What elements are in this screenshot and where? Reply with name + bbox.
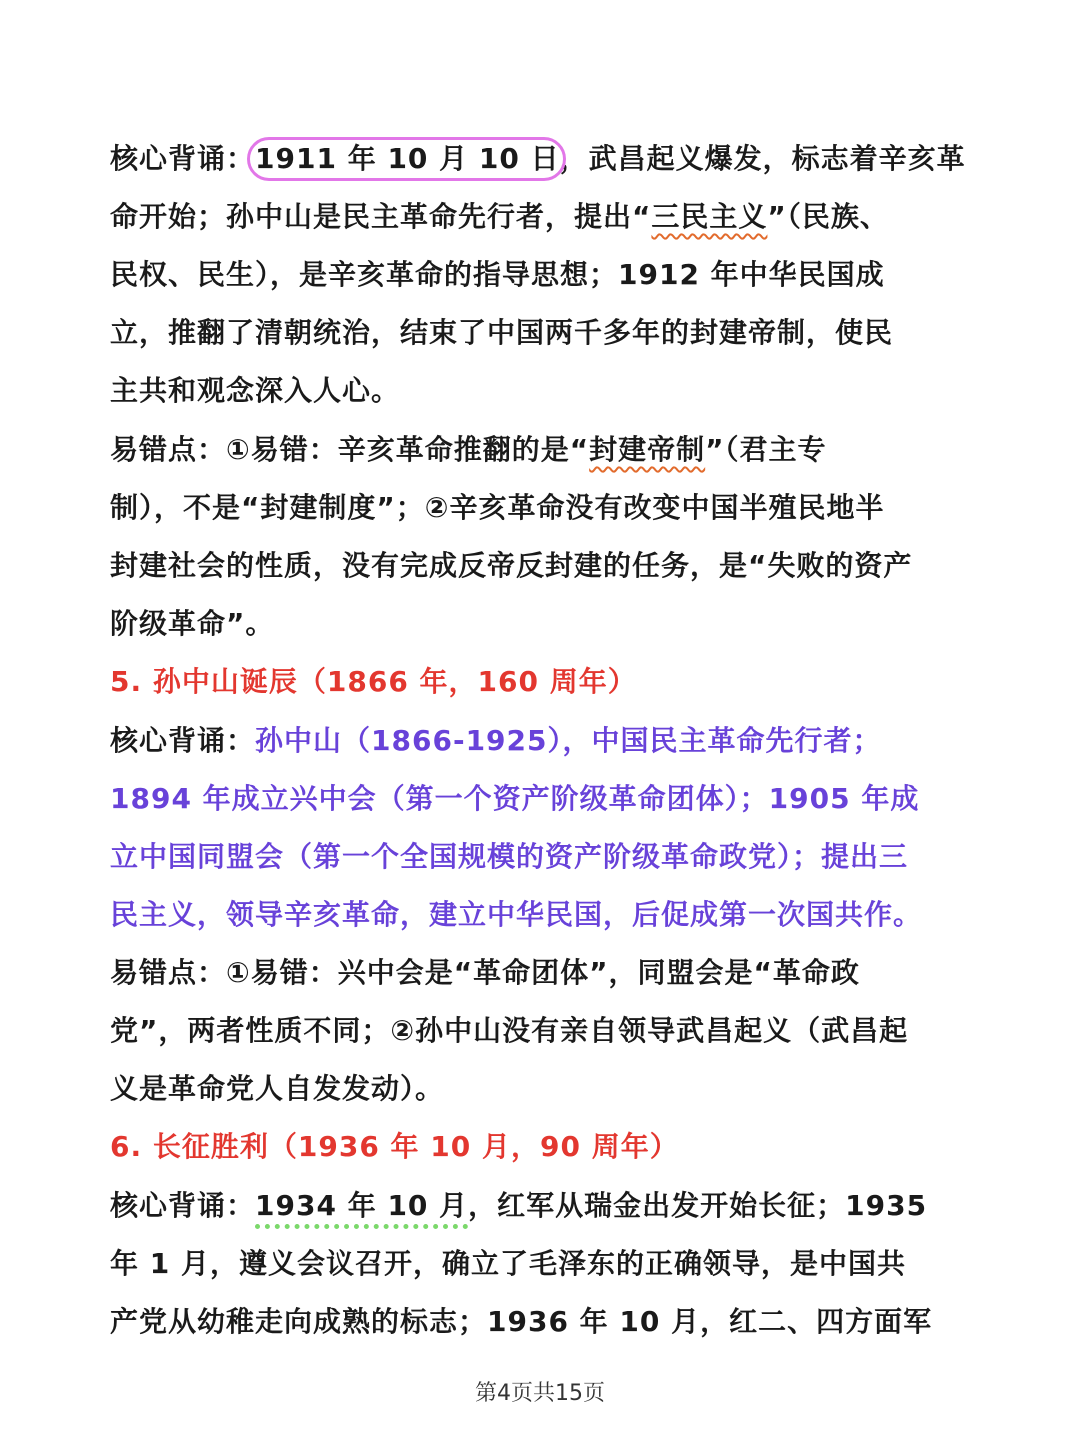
text-segment: ，武昌起义爆发，标志着辛亥革 (559, 142, 966, 175)
highlighted-text: 孙中山（1866-1925），中国民主革命先行者； (255, 724, 882, 757)
wavy-underlined-term: 封建帝制 (589, 433, 706, 466)
text-line: 主共和观念深入人心。 (110, 374, 401, 407)
circled-date: 1911 年 10 月 10 日 (255, 130, 560, 188)
dotted-underlined-date: 1934 年 10 月 (255, 1189, 469, 1222)
highlighted-text-line: 1894 年成立兴中会（第一个资产阶级革命团体）；1905 年成 (110, 782, 920, 815)
text-line: 制），不是“封建制度”；②辛亥革命没有改变中国半殖民地半 (110, 491, 885, 524)
text-line (110, 421, 980, 479)
text-line: 民权、民生），是辛亥革命的指导思想；1912 年中华民国成 (110, 258, 885, 291)
wavy-underlined-term: 三民主义 (651, 200, 768, 233)
text-line: 封建社会的性质，没有完成反帝反封建的任务，是“失败的资产 (110, 549, 913, 582)
text-segment: ，红军从瑞金出发开始长征；1935 (468, 1189, 928, 1222)
text-line: 党”，两者性质不同；②孙中山没有亲自领导武昌起义（武昌起 (110, 1014, 909, 1047)
core-recitation-label: 核心背诵： (110, 712, 255, 770)
core-recitation-label: 核心背诵： (110, 130, 255, 188)
text-line: 立，推翻了清朝统治，结束了中国两千多年的封建帝制，使民 (110, 316, 894, 349)
highlighted-text-line: 立中国同盟会（第一个全国规模的资产阶级革命政党）；提出三 (110, 840, 909, 873)
text-line: 义是革命党人自发发动）。 (110, 1072, 445, 1105)
text-line (110, 712, 980, 770)
text-line (110, 188, 980, 246)
text-line: 阶级革命”。 (110, 607, 275, 640)
text-segment: ”（君主专 (705, 433, 827, 466)
section-heading: 5. 孙中山诞辰（1866 年，160 周年） (110, 665, 637, 698)
text-line (110, 944, 980, 1002)
section-heading: 6. 长征胜利（1936 年 10 月，90 周年） (110, 1130, 679, 1163)
page-number: 第4页共15页 (475, 1381, 605, 1406)
text-segment: 命开始；孙中山是民主革命先行者，提出“ (110, 200, 652, 233)
text-segment: ”（民族、 (767, 200, 889, 233)
text-line: 年 1 月，遵义会议召开，确立了毛泽东的正确领导，是中国共 (110, 1247, 906, 1280)
text-line (110, 130, 980, 188)
text-line: 产党从幼稚走向成熟的标志；1936 年 10 月，红二、四方面军 (110, 1305, 933, 1338)
text-segment: ①易错：兴中会是“革命团体”，同盟会是“革命政 (226, 956, 860, 989)
highlighted-text-line: 民主义，领导辛亥革命，建立中华民国，后促成第一次国共作。 (110, 898, 923, 931)
core-recitation-label: 核心背诵： (110, 1189, 256, 1222)
text-segment: ①易错：辛亥革命推翻的是“ (226, 433, 590, 466)
error-point-label: 易错点： (110, 944, 226, 1002)
text-line (110, 1177, 980, 1235)
error-point-label: 易错点： (110, 421, 226, 479)
